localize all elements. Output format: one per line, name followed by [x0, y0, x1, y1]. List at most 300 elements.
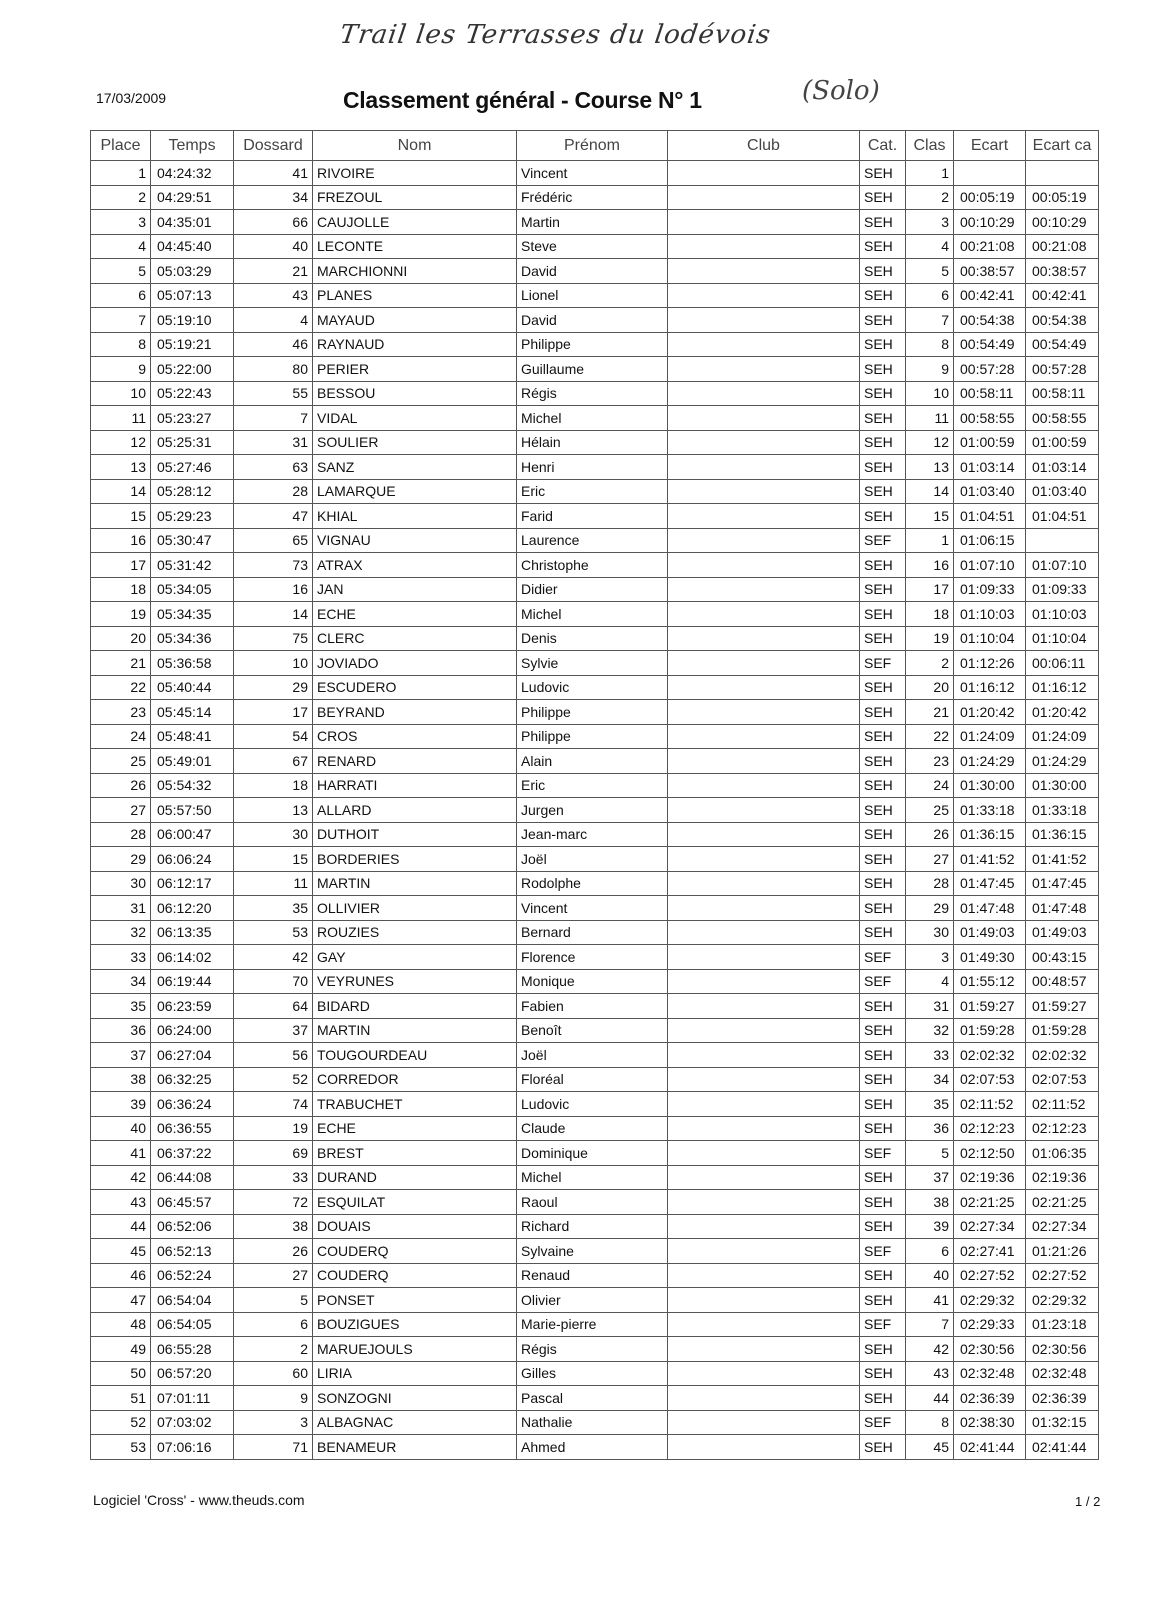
- cell-time: 05:03:29: [151, 259, 234, 284]
- cell-time: 05:25:31: [151, 430, 234, 455]
- table-row: [91, 430, 1099, 455]
- cell-category: SEF: [860, 945, 906, 970]
- cell-last-name: KHIAL: [313, 504, 517, 529]
- cell-club: [668, 724, 860, 749]
- cell-bib: 67: [234, 749, 313, 774]
- cell-category: SEH: [860, 332, 906, 357]
- cell-bib: 54: [234, 724, 313, 749]
- cell-bib: 3: [234, 1410, 313, 1435]
- cell-time: 07:03:02: [151, 1410, 234, 1435]
- cell-bib: 70: [234, 969, 313, 994]
- cell-time: 06:32:25: [151, 1067, 234, 1092]
- cell-category-rank: 14: [906, 479, 954, 504]
- cell-bib: 80: [234, 357, 313, 382]
- cell-last-name: COUDERQ: [313, 1239, 517, 1264]
- cell-club: [668, 969, 860, 994]
- table-row: [91, 896, 1099, 921]
- cell-gap: 01:03:14: [954, 455, 1026, 480]
- cell-gap: 00:05:19: [954, 185, 1026, 210]
- cell-gap: 00:21:08: [954, 234, 1026, 259]
- cell-category-rank: 13: [906, 455, 954, 480]
- cell-club: [668, 822, 860, 847]
- cell-gap: 02:07:53: [954, 1067, 1026, 1092]
- table-row: [91, 1239, 1099, 1264]
- cell-bib: 42: [234, 945, 313, 970]
- table-row: [91, 1116, 1099, 1141]
- cell-category: SEH: [860, 896, 906, 921]
- cell-club: [668, 259, 860, 284]
- cell-time: 05:31:42: [151, 553, 234, 578]
- cell-category-gap: 00:38:57: [1026, 259, 1099, 284]
- cell-category-rank: 8: [906, 1410, 954, 1435]
- cell-time: 06:52:06: [151, 1214, 234, 1239]
- cell-time: 06:44:08: [151, 1165, 234, 1190]
- cell-place: 27: [91, 798, 151, 823]
- handwritten-race-name: Trail les Terrasses du lodévois: [337, 20, 773, 50]
- table-row: [91, 161, 1099, 186]
- cell-place: 36: [91, 1018, 151, 1043]
- cell-category-rank: 22: [906, 724, 954, 749]
- cell-category: SEH: [860, 847, 906, 872]
- cell-bib: 46: [234, 332, 313, 357]
- cell-club: [668, 1410, 860, 1435]
- cell-category-rank: 40: [906, 1263, 954, 1288]
- cell-place: 30: [91, 871, 151, 896]
- cell-club: [668, 798, 860, 823]
- cell-gap: 01:03:40: [954, 479, 1026, 504]
- cell-time: 05:07:13: [151, 283, 234, 308]
- table-row: [91, 553, 1099, 578]
- cell-last-name: VIDAL: [313, 406, 517, 431]
- cell-category: SEH: [860, 1386, 906, 1411]
- page-number: 1 / 2: [1075, 1494, 1101, 1509]
- cell-last-name: BIDARD: [313, 994, 517, 1019]
- cell-category: SEH: [860, 1435, 906, 1460]
- cell-place: 37: [91, 1043, 151, 1068]
- cell-club: [668, 577, 860, 602]
- table-row: [91, 308, 1099, 333]
- cell-first-name: Benoît: [517, 1018, 668, 1043]
- cell-last-name: BOUZIGUES: [313, 1312, 517, 1337]
- cell-category-rank: 37: [906, 1165, 954, 1190]
- cell-category: SEH: [860, 1337, 906, 1362]
- cell-gap: 01:55:12: [954, 969, 1026, 994]
- cell-category: SEF: [860, 528, 906, 553]
- cell-category-gap: 01:03:40: [1026, 479, 1099, 504]
- table-row: [91, 1165, 1099, 1190]
- cell-category-gap: 01:59:27: [1026, 994, 1099, 1019]
- cell-gap: 01:47:48: [954, 896, 1026, 921]
- cell-place: 28: [91, 822, 151, 847]
- cell-place: 51: [91, 1386, 151, 1411]
- cell-last-name: SONZOGNI: [313, 1386, 517, 1411]
- cell-bib: 63: [234, 455, 313, 480]
- cell-bib: 56: [234, 1043, 313, 1068]
- cell-first-name: Michel: [517, 406, 668, 431]
- cell-gap: 00:38:57: [954, 259, 1026, 284]
- cell-category-rank: 21: [906, 700, 954, 725]
- cell-club: [668, 700, 860, 725]
- cell-place: 17: [91, 553, 151, 578]
- cell-bib: 74: [234, 1092, 313, 1117]
- cell-time: 06:57:20: [151, 1361, 234, 1386]
- cell-place: 21: [91, 651, 151, 676]
- cell-category: SEH: [860, 1043, 906, 1068]
- cell-time: 04:29:51: [151, 185, 234, 210]
- column-header-bib: Dossard: [234, 131, 313, 161]
- cell-first-name: Henri: [517, 455, 668, 480]
- cell-bib: 27: [234, 1263, 313, 1288]
- cell-place: 4: [91, 234, 151, 259]
- cell-first-name: Marie-pierre: [517, 1312, 668, 1337]
- cell-category-gap: 02:29:32: [1026, 1288, 1099, 1313]
- cell-last-name: OLLIVIER: [313, 896, 517, 921]
- cell-bib: 5: [234, 1288, 313, 1313]
- cell-bib: 17: [234, 700, 313, 725]
- cell-gap: 01:10:03: [954, 602, 1026, 627]
- cell-place: 48: [91, 1312, 151, 1337]
- cell-time: 05:28:12: [151, 479, 234, 504]
- cell-category: SEH: [860, 994, 906, 1019]
- cell-category-gap: 01:24:29: [1026, 749, 1099, 774]
- table-row: [91, 1288, 1099, 1313]
- table-row: [91, 1410, 1099, 1435]
- cell-place: 8: [91, 332, 151, 357]
- cell-bib: 29: [234, 675, 313, 700]
- cell-gap: 00:58:11: [954, 381, 1026, 406]
- cell-category-rank: 24: [906, 773, 954, 798]
- cell-bib: 41: [234, 161, 313, 186]
- cell-time: 06:54:04: [151, 1288, 234, 1313]
- cell-category: SEF: [860, 1141, 906, 1166]
- cell-category-rank: 6: [906, 283, 954, 308]
- cell-category: SEH: [860, 1116, 906, 1141]
- cell-club: [668, 1435, 860, 1460]
- cell-category: SEH: [860, 185, 906, 210]
- cell-first-name: Didier: [517, 577, 668, 602]
- cell-category-gap: 02:02:32: [1026, 1043, 1099, 1068]
- cell-category-rank: 15: [906, 504, 954, 529]
- cell-place: 33: [91, 945, 151, 970]
- cell-place: 25: [91, 749, 151, 774]
- cell-bib: 6: [234, 1312, 313, 1337]
- cell-category-rank: 42: [906, 1337, 954, 1362]
- cell-category-rank: 41: [906, 1288, 954, 1313]
- cell-bib: 47: [234, 504, 313, 529]
- table-row: [91, 651, 1099, 676]
- table-row: [91, 969, 1099, 994]
- cell-category: SEH: [860, 1018, 906, 1043]
- cell-time: 05:34:05: [151, 577, 234, 602]
- cell-bib: 21: [234, 259, 313, 284]
- cell-gap: 01:10:04: [954, 626, 1026, 651]
- cell-place: 41: [91, 1141, 151, 1166]
- cell-time: 05:48:41: [151, 724, 234, 749]
- cell-club: [668, 357, 860, 382]
- cell-category-gap: 01:16:12: [1026, 675, 1099, 700]
- cell-category-gap: 00:42:41: [1026, 283, 1099, 308]
- cell-category-rank: 45: [906, 1435, 954, 1460]
- table-row: [91, 626, 1099, 651]
- table-row: [91, 920, 1099, 945]
- table-row: [91, 406, 1099, 431]
- cell-category: SEH: [860, 1263, 906, 1288]
- cell-club: [668, 1165, 860, 1190]
- cell-category-rank: 43: [906, 1361, 954, 1386]
- cell-place: 16: [91, 528, 151, 553]
- cell-place: 26: [91, 773, 151, 798]
- cell-category-rank: 33: [906, 1043, 954, 1068]
- cell-category-gap: 02:41:44: [1026, 1435, 1099, 1460]
- cell-place: 3: [91, 210, 151, 235]
- cell-first-name: Eric: [517, 479, 668, 504]
- page-title: Classement général - Course N° 1: [343, 87, 702, 113]
- cell-last-name: BORDERIES: [313, 847, 517, 872]
- cell-bib: 26: [234, 1239, 313, 1264]
- table-row: [91, 798, 1099, 823]
- cell-category: SEH: [860, 553, 906, 578]
- cell-club: [668, 626, 860, 651]
- cell-category-gap: 02:27:34: [1026, 1214, 1099, 1239]
- cell-place: 1: [91, 161, 151, 186]
- cell-last-name: RAYNAUD: [313, 332, 517, 357]
- cell-time: 06:52:13: [151, 1239, 234, 1264]
- cell-last-name: MARTIN: [313, 871, 517, 896]
- column-header-category-rank: Clas: [906, 131, 954, 161]
- cell-place: 49: [91, 1337, 151, 1362]
- cell-category-rank: 8: [906, 332, 954, 357]
- cell-place: 9: [91, 357, 151, 382]
- cell-last-name: ECHE: [313, 1116, 517, 1141]
- cell-bib: 10: [234, 651, 313, 676]
- cell-place: 14: [91, 479, 151, 504]
- cell-category: SEH: [860, 700, 906, 725]
- column-header-club: Club: [668, 131, 860, 161]
- cell-club: [668, 871, 860, 896]
- cell-bib: 11: [234, 871, 313, 896]
- table-row: [91, 283, 1099, 308]
- cell-last-name: RENARD: [313, 749, 517, 774]
- cell-place: 6: [91, 283, 151, 308]
- cell-first-name: Sylvaine: [517, 1239, 668, 1264]
- cell-last-name: COUDERQ: [313, 1263, 517, 1288]
- cell-first-name: Fabien: [517, 994, 668, 1019]
- cell-first-name: Martin: [517, 210, 668, 235]
- cell-club: [668, 479, 860, 504]
- cell-time: 05:54:32: [151, 773, 234, 798]
- cell-time: 05:36:58: [151, 651, 234, 676]
- cell-club: [668, 332, 860, 357]
- cell-category: SEH: [860, 357, 906, 382]
- table-row: [91, 357, 1099, 382]
- cell-category: SEH: [860, 1361, 906, 1386]
- cell-time: 05:19:10: [151, 308, 234, 333]
- cell-category-rank: 34: [906, 1067, 954, 1092]
- cell-first-name: Nathalie: [517, 1410, 668, 1435]
- cell-place: 46: [91, 1263, 151, 1288]
- cell-gap: 00:57:28: [954, 357, 1026, 382]
- cell-place: 42: [91, 1165, 151, 1190]
- table-row: [91, 479, 1099, 504]
- cell-time: 06:27:04: [151, 1043, 234, 1068]
- cell-gap: 01:12:26: [954, 651, 1026, 676]
- cell-place: 5: [91, 259, 151, 284]
- cell-category: SEH: [860, 308, 906, 333]
- cell-last-name: ALLARD: [313, 798, 517, 823]
- cell-place: 11: [91, 406, 151, 431]
- column-header-place: Place: [91, 131, 151, 161]
- cell-category-gap: 01:10:03: [1026, 602, 1099, 627]
- column-header-last-name: Nom: [313, 131, 517, 161]
- cell-time: 06:00:47: [151, 822, 234, 847]
- cell-bib: 18: [234, 773, 313, 798]
- cell-club: [668, 1092, 860, 1117]
- cell-category: SEH: [860, 871, 906, 896]
- cell-time: 05:19:21: [151, 332, 234, 357]
- table-row: [91, 602, 1099, 627]
- cell-last-name: LECONTE: [313, 234, 517, 259]
- cell-bib: 55: [234, 381, 313, 406]
- cell-category-gap: 00:05:19: [1026, 185, 1099, 210]
- cell-bib: 4: [234, 308, 313, 333]
- cell-last-name: ESCUDERO: [313, 675, 517, 700]
- table-row: [91, 381, 1099, 406]
- cell-club: [668, 1288, 860, 1313]
- cell-category-rank: 5: [906, 1141, 954, 1166]
- cell-club: [668, 504, 860, 529]
- table-row: [91, 994, 1099, 1019]
- cell-gap: 02:12:50: [954, 1141, 1026, 1166]
- cell-time: 07:01:11: [151, 1386, 234, 1411]
- table-header-row: [91, 131, 1099, 161]
- cell-club: [668, 406, 860, 431]
- cell-club: [668, 1141, 860, 1166]
- cell-club: [668, 1116, 860, 1141]
- cell-bib: 66: [234, 210, 313, 235]
- cell-club: [668, 234, 860, 259]
- cell-category: SEH: [860, 234, 906, 259]
- cell-bib: 43: [234, 283, 313, 308]
- table-row: [91, 234, 1099, 259]
- cell-club: [668, 945, 860, 970]
- cell-time: 04:24:32: [151, 161, 234, 186]
- cell-category-rank: 11: [906, 406, 954, 431]
- table-body: [91, 161, 1099, 1460]
- cell-category: SEF: [860, 969, 906, 994]
- cell-club: [668, 1386, 860, 1411]
- cell-first-name: Farid: [517, 504, 668, 529]
- table-row: [91, 455, 1099, 480]
- cell-first-name: Philippe: [517, 700, 668, 725]
- cell-category-gap: 02:12:23: [1026, 1116, 1099, 1141]
- cell-club: [668, 308, 860, 333]
- cell-gap: 01:04:51: [954, 504, 1026, 529]
- table-row: [91, 504, 1099, 529]
- cell-first-name: Ludovic: [517, 675, 668, 700]
- cell-first-name: Olivier: [517, 1288, 668, 1313]
- cell-gap: 02:27:34: [954, 1214, 1026, 1239]
- cell-first-name: Alain: [517, 749, 668, 774]
- cell-category: SEH: [860, 602, 906, 627]
- cell-time: 06:06:24: [151, 847, 234, 872]
- cell-club: [668, 528, 860, 553]
- cell-first-name: Floréal: [517, 1067, 668, 1092]
- cell-bib: 52: [234, 1067, 313, 1092]
- cell-category-rank: 4: [906, 969, 954, 994]
- cell-place: 10: [91, 381, 151, 406]
- cell-first-name: Ahmed: [517, 1435, 668, 1460]
- cell-club: [668, 773, 860, 798]
- cell-category-rank: 28: [906, 871, 954, 896]
- cell-time: 06:54:05: [151, 1312, 234, 1337]
- cell-last-name: ATRAX: [313, 553, 517, 578]
- cell-category-gap: 00:10:29: [1026, 210, 1099, 235]
- cell-time: 06:45:57: [151, 1190, 234, 1215]
- cell-time: 05:40:44: [151, 675, 234, 700]
- cell-club: [668, 847, 860, 872]
- cell-club: [668, 1312, 860, 1337]
- cell-bib: 13: [234, 798, 313, 823]
- cell-last-name: FREZOUL: [313, 185, 517, 210]
- table-row: [91, 822, 1099, 847]
- cell-last-name: JAN: [313, 577, 517, 602]
- cell-first-name: Claude: [517, 1116, 668, 1141]
- cell-category: SEH: [860, 479, 906, 504]
- cell-category-gap: 02:07:53: [1026, 1067, 1099, 1092]
- cell-category-rank: 12: [906, 430, 954, 455]
- cell-category-rank: 6: [906, 1239, 954, 1264]
- table-row: [91, 945, 1099, 970]
- cell-gap: 01:00:59: [954, 430, 1026, 455]
- cell-gap: 01:20:42: [954, 700, 1026, 725]
- cell-time: 06:36:24: [151, 1092, 234, 1117]
- cell-category-rank: 7: [906, 1312, 954, 1337]
- cell-category-gap: 01:06:35: [1026, 1141, 1099, 1166]
- cell-gap: 01:49:03: [954, 920, 1026, 945]
- results-table: [90, 130, 1099, 1460]
- cell-category: SEH: [860, 504, 906, 529]
- table-row: [91, 1312, 1099, 1337]
- cell-category-rank: 44: [906, 1386, 954, 1411]
- cell-bib: 60: [234, 1361, 313, 1386]
- cell-time: 04:35:01: [151, 210, 234, 235]
- cell-last-name: DURAND: [313, 1165, 517, 1190]
- cell-gap: 01:49:30: [954, 945, 1026, 970]
- cell-category-gap: 01:23:18: [1026, 1312, 1099, 1337]
- cell-last-name: CROS: [313, 724, 517, 749]
- cell-first-name: Guillaume: [517, 357, 668, 382]
- cell-first-name: Joël: [517, 847, 668, 872]
- cell-first-name: Denis: [517, 626, 668, 651]
- cell-bib: 15: [234, 847, 313, 872]
- table-row: [91, 1214, 1099, 1239]
- cell-bib: 75: [234, 626, 313, 651]
- table-row: [91, 210, 1099, 235]
- cell-category-rank: 32: [906, 1018, 954, 1043]
- cell-club: [668, 896, 860, 921]
- cell-place: 24: [91, 724, 151, 749]
- cell-category: SEH: [860, 1214, 906, 1239]
- print-date: 17/03/2009: [96, 90, 167, 106]
- cell-gap: 02:19:36: [954, 1165, 1026, 1190]
- cell-category-gap: 01:24:09: [1026, 724, 1099, 749]
- cell-bib: 53: [234, 920, 313, 945]
- cell-place: 20: [91, 626, 151, 651]
- cell-category-rank: 9: [906, 357, 954, 382]
- cell-last-name: VIGNAU: [313, 528, 517, 553]
- cell-time: 05:34:35: [151, 602, 234, 627]
- cell-last-name: DUTHOIT: [313, 822, 517, 847]
